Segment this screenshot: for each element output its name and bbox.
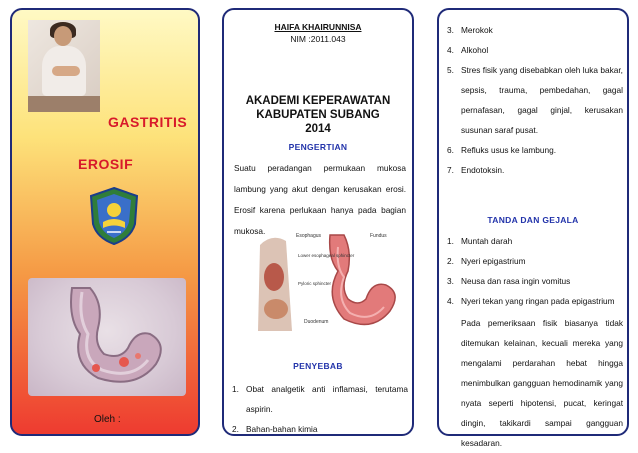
penyebab-heading: PENYEBAB xyxy=(293,361,343,371)
tanda-gejala-heading: TANDA DAN GEJALA xyxy=(487,215,579,225)
author-name: HAIFA KHAIRUNNISA xyxy=(274,22,362,32)
photo-couch xyxy=(28,96,100,112)
stomach-anatomy-figure xyxy=(252,227,404,337)
list-item: 4. Nyeri tekan yang ringan pada epigastrium xyxy=(447,296,615,306)
list-item: 4. Alkohol xyxy=(447,45,489,55)
student-id: NIM :2011.043 xyxy=(290,34,346,44)
figure-label: Lower esophageal sphincter xyxy=(298,253,355,258)
oleh-label: Oleh : xyxy=(94,414,121,425)
list-item: 1. Muntah darah xyxy=(447,236,513,246)
physical-exam-note: Pada pemeriksaan fisik biasanya tidak ditemukan kelainan, kecuali mereka yang mengalami perdarahan hebat hingga menimbulkan gangguan hemodinamik yang nyata seperti hipotensi, pucat, keringat dingin, takikardi sampai gangguan kesadaran. xyxy=(461,318,623,448)
pengertian-heading: PENGERTIAN xyxy=(288,142,348,152)
institution-line: AKADEMI KEPERAWATAN xyxy=(245,95,391,107)
list-item: 2. Bahan-bahan kimia xyxy=(232,424,318,434)
photo-head xyxy=(54,26,72,46)
list-item: 7. Endotoksin. xyxy=(447,165,505,175)
definition-text: Suatu peradangan permukaan mukosa lambung yang akut dengan kerusakan erosi. Erosif karena perlukaan hanya pada bagian mukosa. xyxy=(234,163,406,236)
list-item: 1. Obat analgetik anti inflamasi, terutama aspirin. xyxy=(232,384,408,414)
list-item: 5. Stres fisik yang disebabkan oleh luka bakar, sepsis, trauma, pembedahan, gagal pernafasan, gagal ginjal, kerusakan susunan saraf pusat. xyxy=(447,65,623,135)
institution-block xyxy=(224,94,412,136)
causes-continued-list xyxy=(447,20,623,180)
middle-panel xyxy=(222,8,414,436)
title-gastritis: GASTRITIS xyxy=(108,114,188,130)
title-erosif: EROSIF xyxy=(78,156,134,172)
list-item: 6. Refluks usus ke lambung. xyxy=(447,145,557,155)
figure-label: Duodenum xyxy=(304,319,329,325)
institution-line: 2014 xyxy=(305,123,331,135)
cover-panel xyxy=(10,8,200,436)
figure-label: Pyloric sphincter xyxy=(298,281,332,286)
penyebab-list xyxy=(232,379,408,439)
institution-line: KABUPATEN SUBANG xyxy=(256,109,380,121)
right-panel xyxy=(437,8,629,448)
list-item: 2. Nyeri epigastrium xyxy=(447,256,526,266)
figure-label: Esophagus xyxy=(296,233,322,239)
patient-photo xyxy=(28,20,100,112)
photo-arm xyxy=(52,66,80,76)
list-item: 3. Neusa dan rasa ingin vomitus xyxy=(447,276,571,286)
tanda-gejala-list xyxy=(447,231,623,311)
subang-emblem-icon xyxy=(87,186,141,246)
figure-label: Fundus xyxy=(370,233,387,239)
list-item: 3. Merokok xyxy=(447,25,493,35)
stomach-illustration xyxy=(28,278,186,396)
